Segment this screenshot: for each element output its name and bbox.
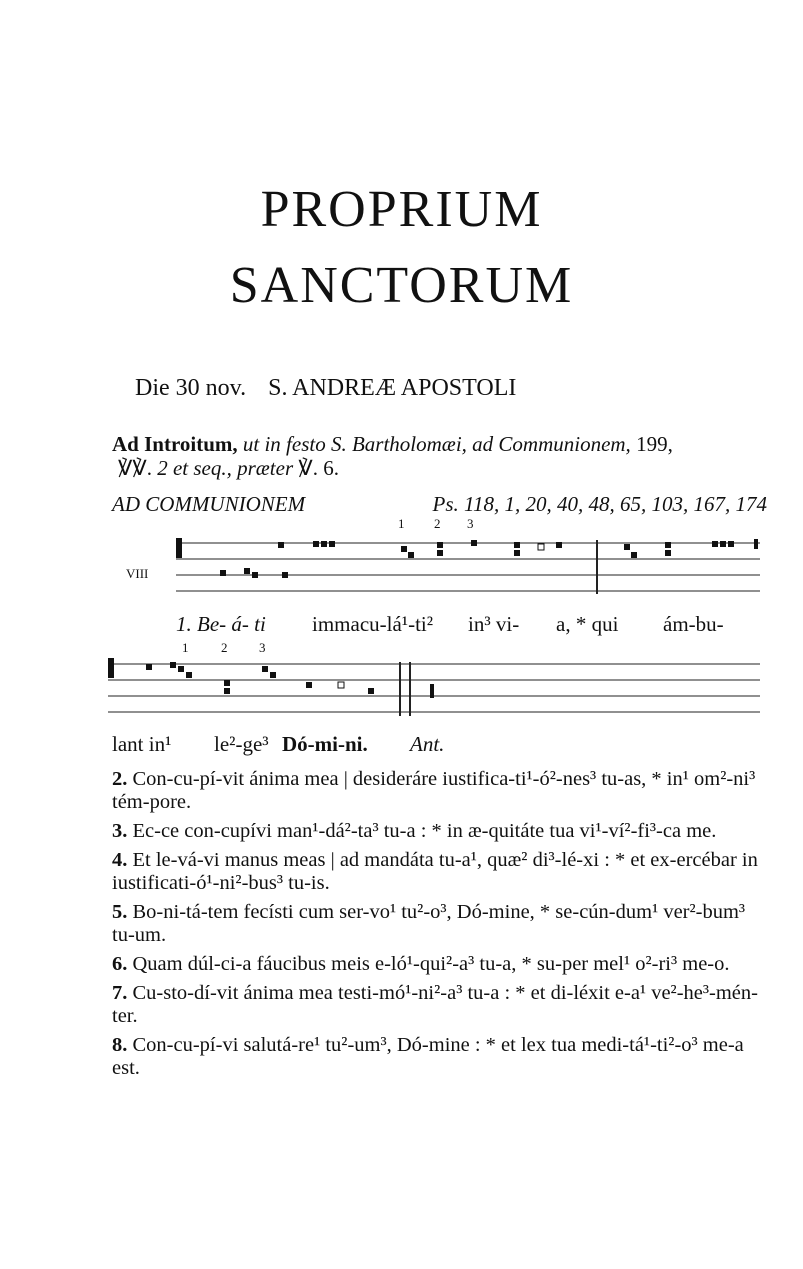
verse — [112, 820, 762, 843]
lyric-syllable: ám-bu- — [663, 612, 724, 636]
psalm-reference: Ps. 118, 1, 20, 40, 48, 65, 103, 167, 174 — [432, 492, 767, 516]
lyric-syllable: immacu-lá¹-ti² — [312, 612, 434, 636]
verse — [112, 982, 762, 1028]
versicle-symbol: ℣℣. — [118, 456, 152, 480]
feast-date: Die 30 nov. — [135, 375, 247, 401]
feast-heading — [135, 375, 532, 402]
lyric-syllable: lant in¹ — [112, 732, 172, 756]
introit-note — [112, 432, 762, 480]
verse-text: Cu-sto-dí-vit ánima mea testi-mó¹-ni²-a³ tu-a : * et di-léxit e-a¹ ve²-he³-mén-ter. — [112, 982, 758, 1027]
chant-staff-2 — [0, 652, 803, 722]
staff2-number-2: 2 — [221, 640, 228, 655]
chant-staff-1 — [0, 530, 803, 610]
verse — [112, 849, 762, 895]
communion-heading — [112, 492, 767, 517]
introit-page: 199, — [636, 432, 673, 456]
lyric-syllable: Dó-mi-ni. — [282, 732, 368, 756]
verse-text: Ec-ce con-cupívi man¹-dá²-ta³ tu-a : * in æ-quitáte tua vi¹-ví²-fi³-ca me. — [132, 820, 717, 842]
introit-text-2: 2 et seq., præter — [157, 456, 294, 480]
verse-text: Con-cu-pí-vit ánima mea | desideráre iustifica-ti¹-ó²-nes³ tu-as, * in¹ om²-ni³ tém-pore. — [112, 768, 756, 813]
communion-label: AD COMMUNIONEM — [112, 492, 306, 516]
introit-text-3: 6. — [323, 456, 340, 480]
mode-label: VIII — [126, 566, 149, 581]
verse — [112, 953, 762, 976]
verse-text: Quam dúl-ci-a fáucibus meis e-ló¹-qui²-a³ tu-a, * su-per mel¹ o²-ri³ me-o. — [132, 953, 730, 975]
staff1-number-1: 1 — [398, 516, 405, 531]
page-title-line2: SANCTORUM — [229, 257, 574, 314]
verse-number: 6. — [112, 953, 128, 975]
verse — [112, 901, 762, 947]
verse-text: Con-cu-pí-vi salutá-re¹ tu²-um³, Dó-mine : * et lex tua medi-tá¹-ti²-o³ me-a est. — [112, 1034, 744, 1079]
staff1-number-3: 3 — [467, 516, 474, 531]
staff2-number-1: 1 — [182, 640, 189, 655]
verse-number: 7. — [112, 982, 128, 1004]
verse-number: 3. — [112, 820, 128, 842]
staff2-number-3: 3 — [259, 640, 266, 655]
lyric-syllable: a, * qui — [556, 612, 619, 636]
verse-text: Bo-ni-tá-tem fecísti cum ser-vo¹ tu²-o³, Dó-mine, * se-cún-dum¹ ver²-bum³ tu-um. — [112, 901, 746, 946]
verse-number: 2. — [112, 768, 128, 790]
antiphon-marker: Ant. — [410, 732, 445, 756]
verse-number: 4. — [112, 849, 128, 871]
lyric-syllable: in³ vi- — [468, 612, 520, 636]
lyric-syllable: le²-ge³ — [214, 732, 269, 756]
verse — [112, 1034, 762, 1080]
verse-number: 5. — [112, 901, 128, 923]
psalm-verses — [112, 768, 762, 1086]
verse-text: Et le-vá-vi manus meas | ad mandáta tu-a¹, quæ² di³-lé-xi : * et ex-ercébar in iustificati-ó¹-ni²-bus³ tu-is. — [112, 849, 758, 894]
verse-number: 8. — [112, 1034, 128, 1056]
staff1-number-2: 2 — [434, 516, 441, 531]
feast-name: S. ANDREÆ APOSTOLI — [268, 375, 517, 401]
page-title-line1: PROPRIUM — [260, 181, 543, 238]
verse — [112, 768, 762, 814]
lyric-syllable: 1. Be- á- ti — [176, 612, 266, 636]
introit-text: ut in festo S. Bartholomæi, ad Communionem, — [242, 432, 631, 456]
versicle-symbol-2: ℣. — [298, 456, 319, 480]
introit-label: Ad Introitum, — [112, 432, 238, 456]
